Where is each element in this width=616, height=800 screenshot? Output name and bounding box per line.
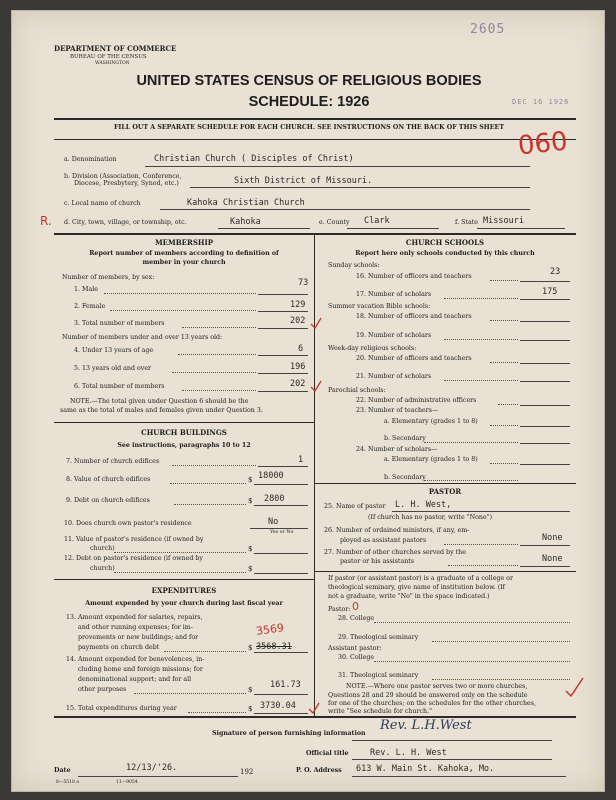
membership-intro-2: member in your church — [142, 259, 226, 266]
q2-value[interactable]: 129 — [290, 300, 306, 310]
department-name: DEPARTMENT OF COMMERCE — [54, 44, 177, 53]
graduate-instruction-3: not a graduate, write "No" in the space indicated.) — [328, 593, 490, 600]
division-value[interactable]: Sixth District of Missouri. — [234, 176, 373, 186]
q13-value[interactable]: 3568.31 — [256, 642, 292, 652]
q4-value[interactable]: 6 — [298, 344, 304, 354]
red-r-annotation: R. — [40, 214, 52, 228]
form-subtitle: SCHEDULE: 1926 — [248, 94, 370, 110]
q19-label: 19. Number of scholars — [356, 332, 432, 339]
pastor-note-4: write "See schedule for church." — [328, 708, 432, 715]
vacation-schools: Summer vacation Bible schools: — [328, 303, 431, 310]
graduate-instruction: If pastor (or assistant pastor) is a graduate of a college or — [328, 575, 513, 582]
q16-value[interactable]: 23 — [550, 267, 561, 277]
q9-label: 9. Debt on church edifices — [66, 497, 150, 504]
pastor-note-3: for one of the churches; on the schedules for the other churches, — [328, 700, 536, 707]
q17-value[interactable]: 175 — [542, 287, 558, 297]
q7-value[interactable]: 1 — [298, 455, 304, 465]
pastor-note: NOTE.—Where one pastor serves two or more churches, — [346, 683, 528, 690]
serial-number: 2605 — [470, 22, 506, 37]
signature-value[interactable]: Rev. L.H.West — [380, 718, 472, 733]
q13-label-3: provements or new buildings; and for — [78, 634, 199, 641]
q21-label: 21. Number of scholars — [356, 373, 432, 380]
division-label-2: Diocese, Presbytery, Synod, etc.) — [74, 180, 179, 187]
expenditures-intro: Amount expended by your church during last fiscal year — [85, 600, 283, 607]
q5-value[interactable]: 196 — [290, 362, 306, 372]
q13-label-2: and other running expenses; for im- — [78, 624, 193, 631]
local-name-label: c. Local name of church — [64, 200, 141, 207]
pastor-heading: PASTOR — [428, 487, 462, 496]
city-label: d. City, town, village, or township, etc. — [64, 219, 187, 226]
q10-label: 10. Does church own pastor's residence — [64, 520, 192, 527]
official-title-label: Official title — [306, 750, 349, 757]
county-label: e. County — [319, 219, 350, 226]
form-code-2: 11—9054 — [116, 780, 138, 785]
po-address-label: P. O. Address — [296, 767, 342, 774]
denomination-label: a. Denomination — [64, 156, 117, 163]
q29-label: 29. Theological seminary — [338, 634, 419, 641]
q23a-label: a. Elementary (grades 1 to 8) — [384, 418, 478, 425]
state-value[interactable]: Missouri — [483, 216, 524, 226]
q14-label-2: cluding home and foreign missions; for — [78, 666, 203, 673]
city-name: WASHINGTON — [95, 61, 130, 66]
bureau-name: BUREAU OF THE CENSUS — [70, 54, 147, 60]
q13-label: 13. Amount expended for salaries, repairs, — [66, 614, 203, 621]
q6-value[interactable]: 202 — [290, 379, 306, 389]
q13-label-4: payments on church debt — [78, 644, 160, 651]
q12-label-2: church) — [90, 565, 115, 572]
received-stamp: DEC 16 1926 — [512, 98, 570, 106]
official-title-value[interactable]: Rev. L. H. West — [370, 748, 447, 758]
q28-label: 28. College — [338, 615, 375, 622]
census-form-page: DEPARTMENT OF COMMERCE BUREAU OF THE CENSUS WASHINGTON 2605 DEC 16 1926 UNITED STATES CENSUS OF RELIGIOUS BODIES SCHEDULE: 1926 FILL OUT A SEPARATE SCHEDULE FOR EACH CHURCH. SEE INSTRUCTIONS ON THE BACK OF THIS SHEET 060 a. Denomination Christian Church ( Disciples of Christ) b. Division (Association, Conference, Diocese, Presbytery, Synod, etc.) Sixth District of Missouri. c. Local name of church Kahoka Christian Church R. d. City, town, village, or township, etc. Kahoka e. County Clark f. State Missouri MEMBERSHIP Report number of members according to definition of member in your church Number of members, by sex: 1. Male 73 2. Female 129 3. Total number of members 202 Number of members under and over 13 years old: 4. Under 13 years of age 6 5. 13 years old and over 196 6. Total number of members 202 NOTE.—The total given under Question 6 should be the same as the total of males and females given under Question 3. CHURCH BUILDINGS See instructions, paragraphs 10 to 12 7. Number of church edifices 1 8. Value of church edifices $ 18000 9. Debt on church edifices $ 2800 10. Does church own pastor's residence No Yes or No 11. Value of pastor's residence (if owned by church) $ 12. Debt on pastor's residence (if owned by church) $ EXPENDITURES Amount expended by your church during last fiscal year 13. Amount expended for salaries, repairs, and other running expenses; for im- provements or new buildings; and for payments on church debt $ 3568.31 3569 14. Amount expended for benevolences, in- cluding home and foreign missions; for denominational support; and for all other purposes $ 161.73 15. Total expenditures during year $ 3730.04 CHURCH SCHOOLS Report here only schools conducted by this church Sunday schools: 16. Number of officers and teachers 23 17. Number of scholars 175 Summer vacation Bible schools: 18. Number of officers and teachers 19. Number of scholars Week-day religious schools: 20. Number of officers and teachers 21. Number of scholars Parochial schools: 22. Number of administrative officers 23. Number of teachers— a. Elementary (grades 1 to 8) b. Secondary 24. Number of scholars— a. Elementary (grades 1 to 8) b. Secondary PASTOR 25. Name of pastor L. H. West, (If church has no pastor, write "None") 26. Number of ordained ministers, if any, em- ployed as assistant pastors None 27. Number of other churches served by the pastor or his assistants None If pastor (or assistant pastor) is a graduate of a college or theological seminary, give name of institution below. (If not a graduate, write "No" in the space indicated.) Pastor: 0 28. College 29. Theological seminary Assistant pastor: 30. College 31. Theological seminary NOTE.—Where one pastor serves two or more churches, Questions 28 and 29 should be answered only on the schedule for one of the churches; on the schedules for the other churches, write "See schedule for church." Signature of person furnishing information Rev. L.H.West Official title Rev. L. H. West Date 12/13/'26. 192 P. O. Address 613 W. Main St. Kahoka, Mo. 8—5518 a 11—9054 — [11, 10, 605, 792]
sunday-schools: Sunday schools: — [328, 262, 380, 269]
q23b-label: b. Secondary — [384, 435, 426, 442]
q23-label: 23. Number of teachers— — [356, 407, 439, 414]
schools-intro: Report here only schools conducted by this church — [355, 250, 535, 257]
expenditures-heading: EXPENDITURES — [151, 586, 217, 595]
q8-value[interactable]: 18000 — [258, 471, 284, 481]
q15-value[interactable]: 3730.04 — [260, 701, 296, 711]
form-code-1: 8—5518 a — [56, 780, 79, 785]
q11-label: 11. Value of pastor's residence (if owned by — [64, 536, 204, 543]
q27-value[interactable]: None — [542, 554, 563, 564]
q10-value[interactable]: No — [268, 517, 279, 527]
members-by-age: Number of members under and over 13 years old: — [62, 334, 223, 341]
pastor-subheading: Pastor: — [328, 606, 351, 613]
date-label: Date — [54, 767, 71, 774]
county-value[interactable]: Clark — [364, 216, 390, 226]
date-value[interactable]: 12/13/'26. — [126, 763, 178, 773]
pastor-note-2: Questions 28 and 29 should be answered only on the schedule — [328, 692, 528, 699]
q14-value[interactable]: 161.73 — [270, 680, 301, 690]
q18-label: 18. Number of officers and teachers — [356, 313, 472, 320]
q3-value[interactable]: 202 — [290, 316, 306, 326]
pastor-red-mark: 0 — [352, 600, 359, 613]
red-code-annotation: 060 — [516, 126, 570, 162]
local-name-value[interactable]: Kahoka Christian Church — [187, 198, 305, 208]
q12-label: 12. Debt on pastor's residence (if owned by — [64, 555, 203, 562]
q26-value[interactable]: None — [542, 533, 563, 543]
q5-label: 5. 13 years old and over — [74, 365, 152, 372]
q6-label: 6. Total number of members — [74, 383, 165, 390]
membership-intro: Report number of members according to definition of — [89, 250, 279, 257]
q27-label-2: pastor or his assistants — [340, 558, 415, 565]
membership-note: NOTE.—The total given under Question 6 should be the — [70, 398, 249, 405]
membership-heading: MEMBERSHIP — [154, 238, 214, 247]
assistant-pastor-subheading: Assistant pastor: — [328, 645, 382, 652]
parochial-schools: Parochial schools: — [328, 387, 386, 394]
q25-note: (If church has no pastor, write "None") — [368, 514, 493, 521]
q14-label: 14. Amount expended for benevolences, in- — [66, 656, 205, 663]
q3-label: 3. Total number of members — [74, 320, 165, 327]
buildings-intro: See instructions, paragraphs 10 to 12 — [117, 442, 251, 449]
form-title: UNITED STATES CENSUS OF RELIGIOUS BODIES — [136, 73, 482, 89]
buildings-heading: CHURCH BUILDINGS — [141, 428, 227, 437]
graduate-instruction-2: theological seminary, give name of institution below. (If — [328, 584, 506, 591]
weekday-schools: Week-day religious schools: — [328, 345, 417, 352]
q25-label: 25. Name of pastor — [324, 503, 386, 510]
q15-label: 15. Total expenditures during year — [66, 705, 177, 712]
signature-label: Signature of person furnishing information — [212, 730, 366, 737]
q8-label: 8. Value of church edifices — [66, 476, 151, 483]
q27-label: 27. Number of other churches served by the — [324, 549, 466, 556]
state-label: f. State — [455, 219, 478, 226]
yes-or-no-hint: Yes or No — [270, 530, 294, 535]
q14-label-3: denominational support; and for all — [78, 676, 192, 683]
q1-label: 1. Male — [74, 286, 98, 293]
q4-label: 4. Under 13 years of age — [74, 347, 154, 354]
q25-value[interactable]: L. H. West, — [395, 500, 452, 510]
q24a-label: a. Elementary (grades 1 to 8) — [384, 456, 478, 463]
denomination-value[interactable]: Christian Church ( Disciples of Christ) — [154, 154, 354, 164]
q26-label-2: ployed as assistant pastors — [340, 537, 427, 544]
instructions: FILL OUT A SEPARATE SCHEDULE FOR EACH CHURCH. SEE INSTRUCTIONS ON THE BACK OF THIS SHEET — [113, 124, 505, 131]
q20-label: 20. Number of officers and teachers — [356, 355, 472, 362]
q26-label: 26. Number of ordained ministers, if any, em- — [324, 527, 470, 534]
q30-label: 30. College — [338, 654, 375, 661]
q2-label: 2. Female — [74, 303, 106, 310]
q24-label: 24. Number of scholars— — [356, 446, 438, 453]
q17-label: 17. Number of scholars — [356, 291, 432, 298]
q16-label: 16. Number of officers and teachers — [356, 273, 472, 280]
members-by-sex: Number of members, by sex: — [62, 274, 155, 281]
po-address-value[interactable]: 613 W. Main St. Kahoka, Mo. — [356, 764, 495, 774]
schools-heading: CHURCH SCHOOLS — [405, 238, 485, 247]
q31-label: 31. Theological seminary — [338, 672, 419, 679]
q1-value[interactable]: 73 — [298, 278, 309, 288]
q9-value[interactable]: 2800 — [264, 494, 285, 504]
city-value[interactable]: Kahoka — [230, 217, 261, 227]
q14-label-4: other purposes — [78, 686, 127, 693]
q13-red-correction: 3569 — [255, 621, 285, 638]
q22-label: 22. Number of administrative officers — [356, 397, 477, 404]
date-year: 192 — [240, 768, 254, 776]
division-label: b. Division (Association, Conference, — [64, 173, 182, 180]
membership-note-2: same as the total of males and females given under Question 3. — [60, 407, 263, 414]
q11-label-2: church) — [90, 545, 115, 552]
q7-label: 7. Number of church edifices — [66, 458, 160, 465]
q24b-label: b. Secondary — [384, 474, 426, 481]
